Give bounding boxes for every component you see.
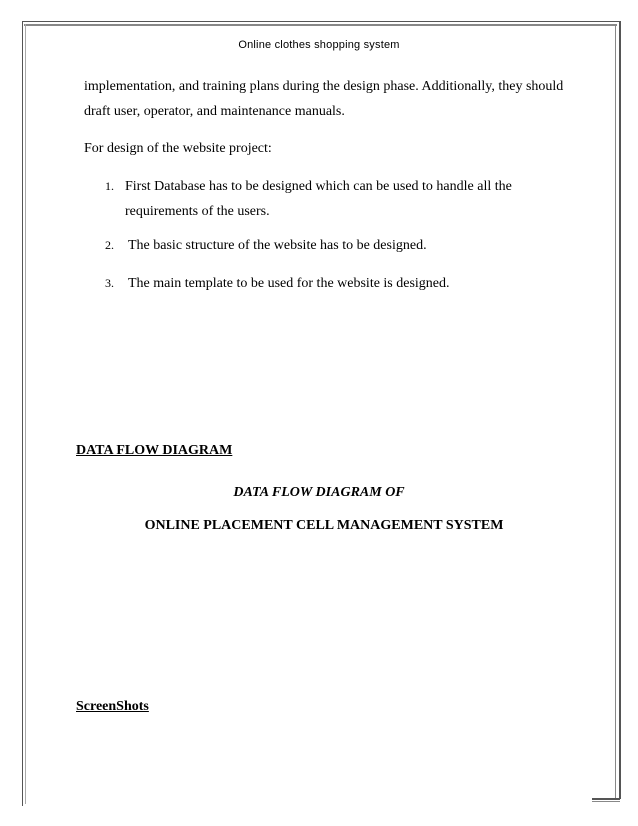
page-border-right: [619, 21, 621, 799]
dfd-caption-system: ONLINE PLACEMENT CELL MANAGEMENT SYSTEM: [144, 518, 504, 533]
page-border-top-inner: [24, 24, 617, 26]
section-heading-dfd: DATA FLOW DIAGRAM: [76, 443, 233, 458]
page-border-corner-inner: [592, 801, 620, 802]
dfd-caption-title: DATA FLOW DIAGRAM OF: [233, 485, 405, 500]
page-border-left-inner: [25, 24, 26, 804]
list-text: The basic structure of the website has to be designed.: [128, 238, 427, 253]
list-number: 2.: [105, 238, 114, 252]
list-text: The main template to be used for the website is designed.: [128, 276, 450, 291]
page-border-top: [22, 21, 620, 22]
page-border-right-inner: [615, 24, 616, 799]
page-header: Online clothes shopping system: [238, 39, 400, 51]
paragraph-website-design: For design of the website project:: [84, 141, 272, 156]
list-number: 1.: [105, 179, 114, 193]
page-border-corner: [592, 798, 620, 800]
page-border-left: [22, 21, 23, 806]
paragraph-design-phase: implementation, and training plans during the design phase. Additionally, they should draft user, operator, and maintenance manuals.: [84, 79, 564, 119]
list-number: 3.: [105, 276, 114, 290]
list-text: First Database has to be designed which can be used to handle all the requirements of the users.: [125, 179, 512, 219]
section-heading-screenshots: ScreenShots: [76, 699, 149, 714]
